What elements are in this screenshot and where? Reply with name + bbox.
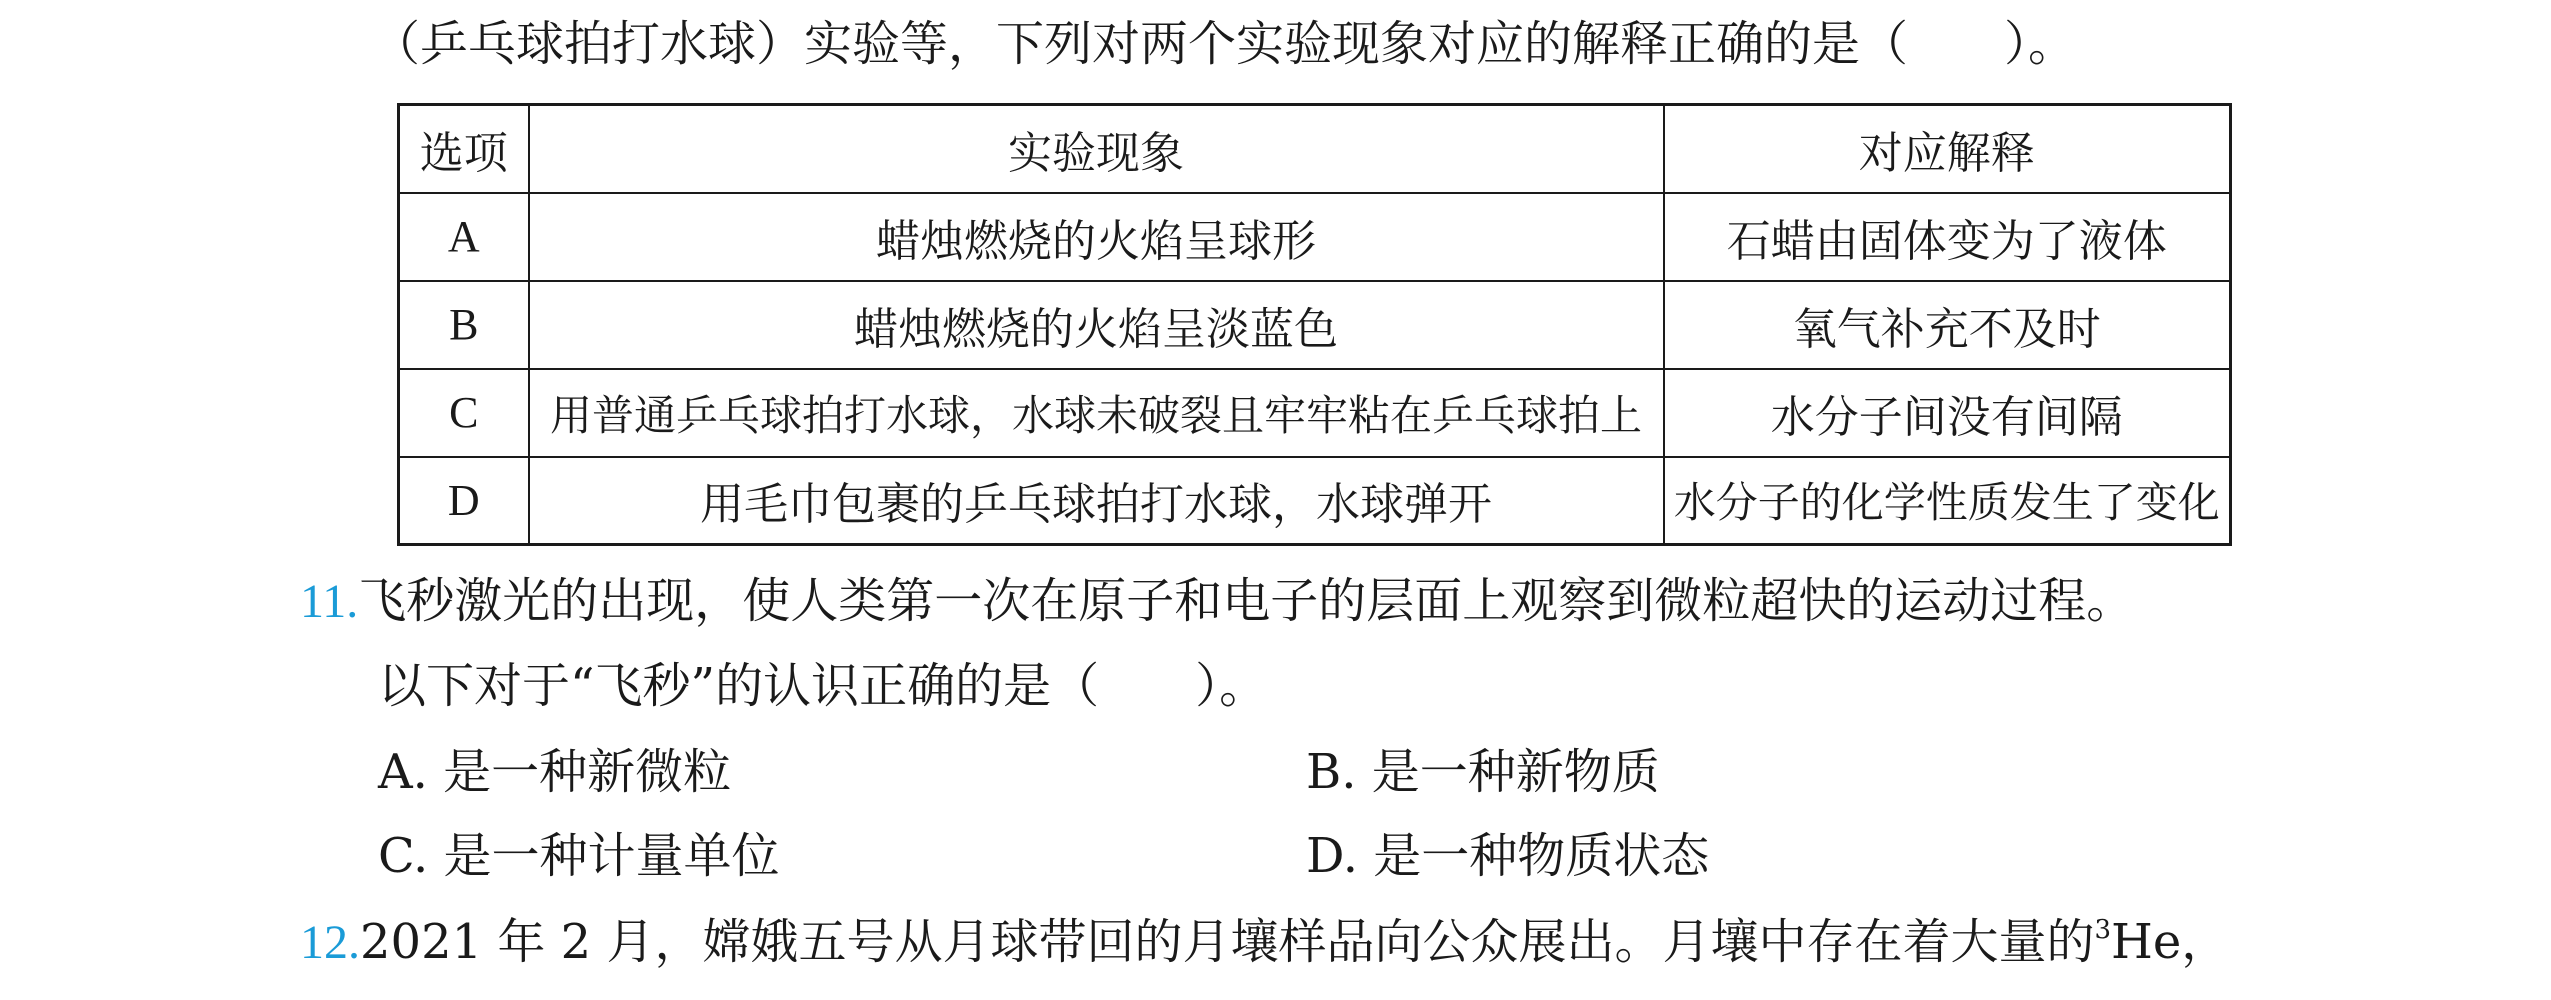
q11-line2: 以下对于“飞秒”的认识正确的是（ ）。 (378, 658, 1268, 714)
header-explanation: 对应解释 (1664, 105, 2231, 193)
row-option: D (399, 457, 529, 545)
table-row (399, 369, 2231, 457)
q12-line1 (300, 912, 2229, 973)
question-number: 12. (300, 916, 360, 969)
q11-stem-line1: 飞秒激光的出现，使人类第一次在原子和电子的层面上观察到微粒超快的运动过程。 (358, 573, 2135, 629)
row-phenomenon: 用普通乒乓球拍打水球，水球未破裂且牢牢粘在乒乓球拍上 (529, 369, 1664, 457)
table-row (399, 193, 2231, 281)
row-option: C (399, 369, 529, 457)
q11-option-a: A. 是一种新微粒 (378, 744, 732, 800)
row-phenomenon: 用毛巾包裹的乒乓球拍打水球，水球弹开 (529, 457, 1664, 545)
row-explanation: 氧气补充不及时 (1664, 281, 2231, 369)
row-option: B (399, 281, 529, 369)
header-phenomenon: 实验现象 (529, 105, 1664, 193)
row-explanation: 水分子间没有间隔 (1664, 369, 2231, 457)
header-option: 选项 (399, 105, 529, 193)
q11-option-b: B. 是一种新物质 (1306, 744, 1660, 800)
q11-line1 (300, 571, 2134, 632)
row-option: A (399, 193, 529, 281)
q11-option-c: C. 是一种计量单位 (378, 828, 780, 884)
q10-stem-tail: （乒乓球拍打水球）实验等，下列对两个实验现象对应的解释正确的是（ ）。 (372, 16, 2077, 72)
isotope-mass-number: 3 (2094, 915, 2112, 945)
question-number: 11. (300, 575, 359, 628)
isotope-symbol: He， (2111, 914, 2230, 970)
row-phenomenon: 蜡烛燃烧的火焰呈球形 (529, 193, 1664, 281)
experiment-table (397, 103, 2232, 546)
table-row (399, 457, 2231, 545)
table-header-row (399, 105, 2231, 193)
q11-option-d: D. 是一种物质状态 (1306, 828, 1710, 884)
row-explanation: 石蜡由固体变为了液体 (1664, 193, 2231, 281)
row-phenomenon: 蜡烛燃烧的火焰呈淡蓝色 (529, 281, 1664, 369)
table-row (399, 281, 2231, 369)
row-explanation: 水分子的化学性质发生了变化 (1664, 457, 2231, 545)
q12-stem-line1: 2021 年 2 月，嫦娥五号从月球带回的月壤样品向公众展出。月壤中存在着大量的 (360, 914, 2095, 970)
